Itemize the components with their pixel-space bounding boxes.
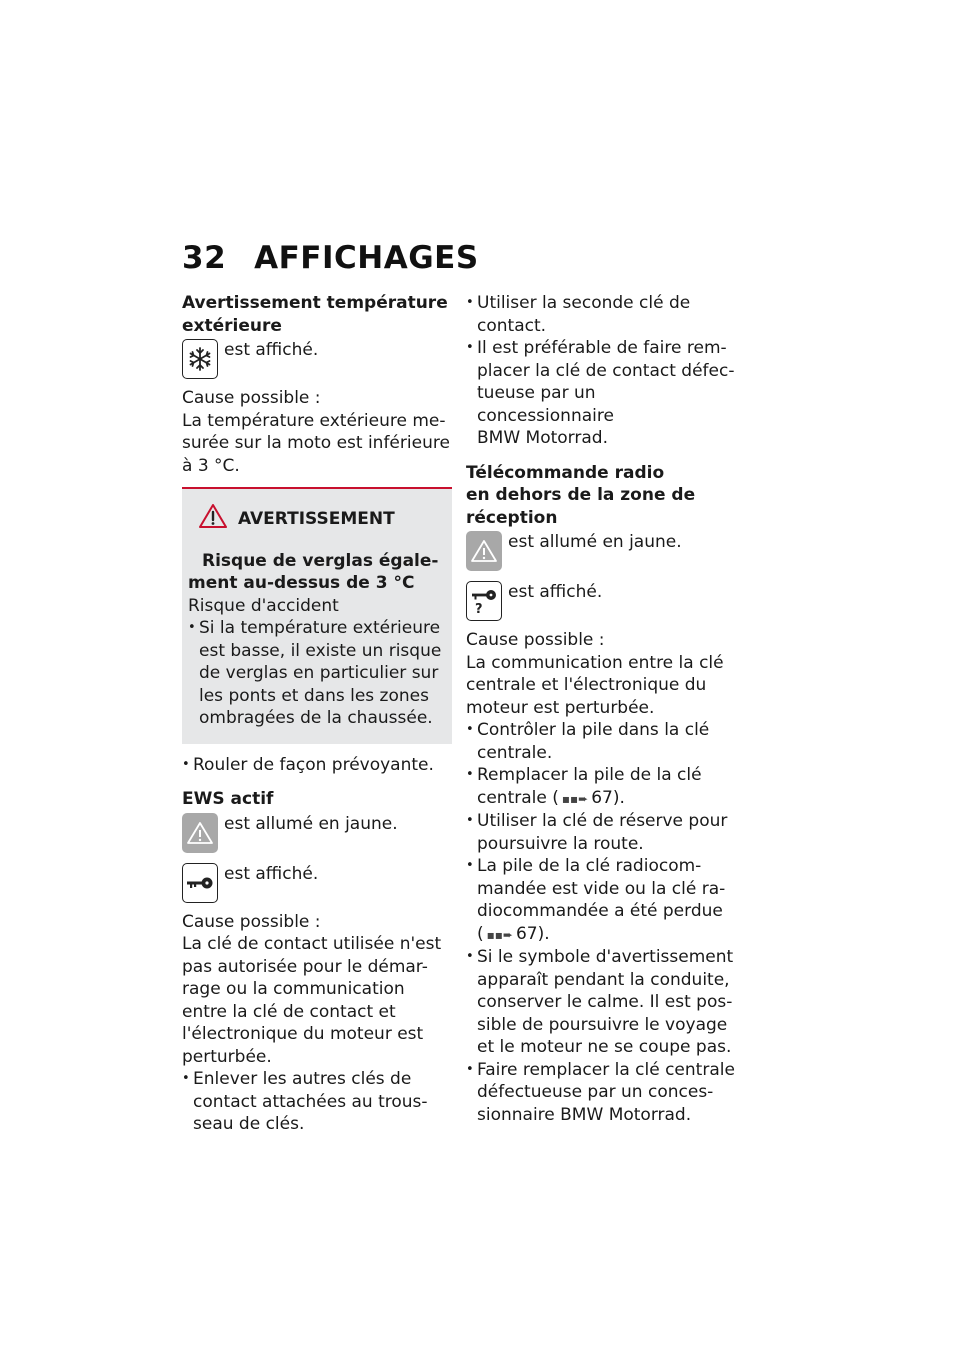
cause-line: à 3 °C. [182, 455, 240, 476]
outside-temp-heading: Avertissement température extérieure [182, 293, 448, 336]
ews-key-indicator-row [182, 863, 452, 903]
page-reference-arrow-icon: ▪▪➨ [486, 927, 513, 942]
warning-triangle-icon [182, 813, 218, 853]
remote-bullet-list [466, 719, 736, 1126]
warning-box [182, 487, 452, 744]
ews-warning-indicator-text: est allumé en jaune. [224, 813, 398, 834]
ews-warning-indicator-row [182, 813, 452, 853]
warning-title: AVERTISSEMENT [238, 509, 395, 529]
cause-label: Cause possible : [466, 630, 605, 650]
list-item: • Remplacer la pile de la clé centrale ( ▪▪➨ 67). [466, 764, 736, 810]
list-item: • Rouler de façon prévoyante. [182, 754, 452, 777]
cause-line: surée sur la moto est inférieure [182, 433, 450, 453]
list-item: • Il est préférable de faire rem- placer la clé de contact défec- tueuse par un concessionnaire BMW Motorrad. [466, 337, 736, 450]
remote-key-indicator-row [466, 581, 736, 621]
cause-line: rage ou la communication [182, 979, 405, 999]
right-column [466, 292, 736, 1126]
snowflake-icon [182, 339, 218, 379]
page-reference-link[interactable]: 67 [591, 787, 613, 808]
warning-triangle-icon [198, 503, 228, 536]
list-item: • Enlever les autres clés de contact attachées au trous- seau de clés. [182, 1068, 452, 1136]
page-number: 32 [182, 240, 227, 276]
cause-label: Cause possible : [182, 911, 321, 932]
remote-warning-indicator-text: est allumé en jaune. [508, 532, 682, 552]
section-title: AFFICHAGES [254, 240, 479, 276]
warning-subtitle: Risque de verglas égale- [202, 550, 439, 571]
key-question-icon [466, 581, 502, 621]
key-icon [182, 863, 218, 903]
cause-line: pas autorisée pour le démar- [182, 956, 428, 977]
ews-key-indicator-text: est affiché. [224, 863, 319, 884]
ews-bullet-list [182, 1068, 452, 1136]
warning-subtitle-line2: ment au-dessus de 3 °C [188, 573, 415, 593]
svg-text:?: ? [475, 602, 483, 616]
list-item: • Si la température extérieure est basse, il existe un risque de verglas en particulier sur les ponts et dans les zones ombragées de la chaussée. [188, 617, 444, 730]
list-item: • Faire remplacer la clé centrale défectueuse par un conces- sionnaire BMW Motorrad. [466, 1059, 736, 1127]
cause-line: entre la clé de contact et [182, 1001, 396, 1022]
cause-line: perturbée. [182, 1046, 272, 1067]
drive-carefully-list [182, 754, 452, 777]
page-reference-link[interactable]: 67 [515, 923, 538, 944]
cause-line: l'électronique du moteur est [182, 1024, 424, 1044]
ews-heading: EWS actif [182, 789, 274, 809]
cause-line: La communication entre la clé [466, 652, 724, 673]
cause-line: La clé de contact utilisée n'est [182, 934, 442, 954]
list-item: • Contrôler la pile dans la clé centrale. [466, 719, 736, 764]
snowflake-indicator-row [182, 339, 452, 379]
list-item: • Utiliser la seconde clé de contact. [466, 292, 736, 337]
list-item: • La pile de la clé radiocom- mandée est vide ou la clé ra- diocommandée a été perdue ( ▪▪➨ 67). [466, 855, 736, 946]
left-column [182, 292, 452, 1136]
remote-key-indicator-text: est affiché. [508, 582, 603, 602]
snowflake-indicator-text: est affiché. [224, 340, 319, 360]
cause-line: centrale et l'électronique du [466, 675, 707, 695]
remote-out-of-range-heading: Télécommande radio en dehors de la zone de réception [466, 462, 696, 528]
warning-risk: Risque d'accident [188, 595, 339, 616]
cause-label: Cause possible : [182, 388, 321, 408]
remote-warning-indicator-row [466, 531, 736, 571]
page-reference-arrow-icon: ▪▪➨ [561, 791, 589, 806]
list-item: • Si le symbole d'avertissement apparaît pendant la conduite, conserver le calme. Il est pos- sible de poursuivre le voyage et le moteur ne se coupe pas. [466, 946, 736, 1059]
list-item: • Utiliser la clé de réserve pour poursuivre la route. [466, 810, 736, 855]
cause-line: La température extérieure me- [182, 410, 446, 431]
warning-triangle-icon [466, 531, 502, 571]
page-header [182, 240, 479, 276]
cause-line: moteur est perturbée. [466, 697, 655, 718]
key-actions-list [466, 292, 736, 450]
warning-bullet-list [188, 617, 444, 730]
warning-title-row [188, 503, 444, 536]
